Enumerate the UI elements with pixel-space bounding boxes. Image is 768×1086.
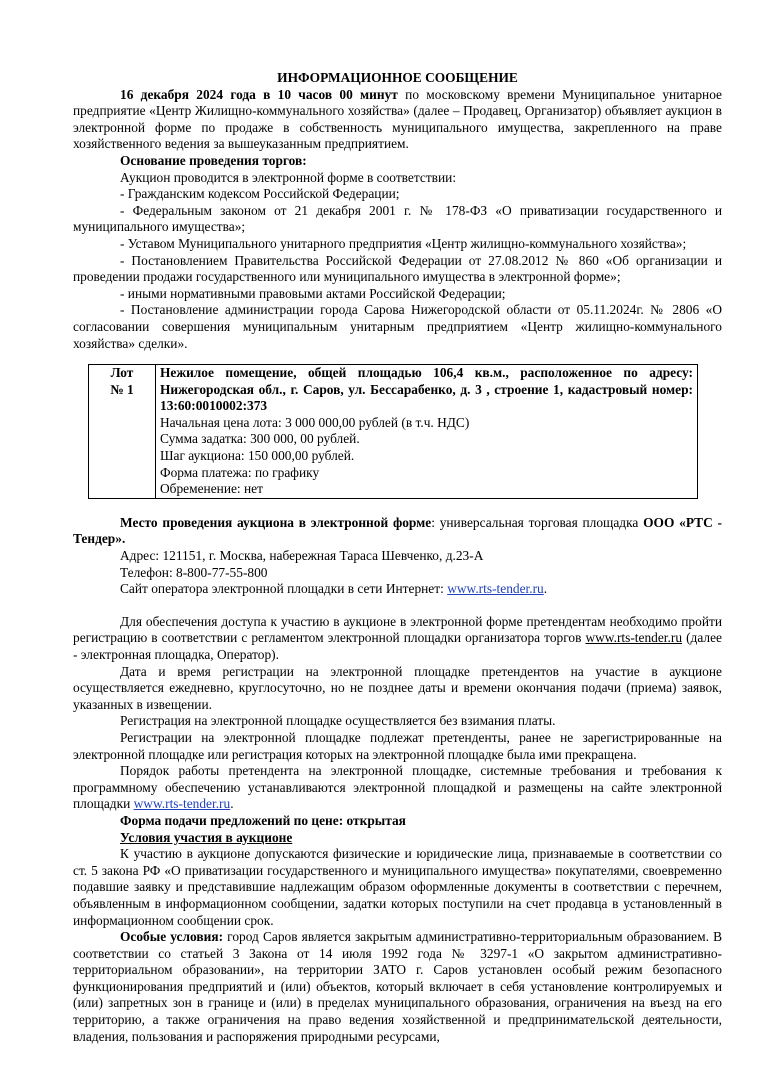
intro-text: по московскому времени Муниципальное унитарное предприятие «Центр Жилищно-коммунального хозяйства» (далее – Продавец, Организатор) объявляет аукцион в электронной форме по продаже в собственность муниципального имущества, закрепленного на праве хозяйственного ведения за вышеуказанным предприятием. (73, 86, 722, 152)
auction-date: 16 декабря 2024 года в 10 часов 00 минут (120, 86, 398, 102)
venue-name: ООО «РТС - Тендер». (73, 514, 723, 547)
basis-item: - Постановление администрации города Сарова Нижегородской области от 05.11.2024г. № 2806 «О согласовании совершения муниципальным унитарным предприятием «Центр жилищно-коммунального хозяйства» сделки». (73, 302, 722, 351)
conditions-paragraph: К участию в аукционе допускаются физические и юридические лица, признаваемые в соответствии со ст. 5 закона РФ «О приватизации государственного и муниципального имущества» покупателями, своевременно подавшие заявку и представившие надлежащим образом оформленные документы в соответствии с перечнем, объявленным в информационном сообщении, задатки которых поступили на счет продавца в установленный в информационном сообщении срок. (73, 846, 722, 928)
lot-deposit: Сумма задатка: 300 000, 00 рублей. (160, 431, 360, 447)
venue-site-label: Сайт оператора электронной площадки в сети Интернет: (120, 581, 448, 597)
registration-text-5-end: . (230, 796, 234, 812)
lot-number-label: Лот (110, 365, 134, 381)
lot-payment-form: Форма платежа: по графику (160, 464, 320, 480)
form-of-bids: Форма подачи предложений по цене: открытая (120, 812, 406, 828)
registration-paragraph-3: Регистрация на электронной площадке осуществляется без взимания платы. (120, 713, 556, 729)
registration-link-5[interactable]: www.rts-tender.ru (133, 796, 231, 812)
basis-item: - Гражданским кодексом Российской Федерации; (120, 186, 400, 202)
lot-encumbrance: Обременение: нет (160, 481, 263, 497)
basis-item: - Федеральным законом от 21 декабря 2001 г. № 178-ФЗ «О приватизации государственного и муниципального имущества»; (73, 202, 722, 235)
venue-site-link[interactable]: www.rts-tender.ru (447, 581, 544, 597)
registration-paragraph-5 (73, 763, 722, 813)
lot-number-value: № 1 (110, 381, 134, 397)
special-conditions-text: город Саров является закрытым административно-территориальным образованием. В соответствии со статьей 3 Закона от 14 июля 1992 года № 3297-1 «О закрытом административно-территориальном образовании», на территории ЗАТО г. Саров установлен особый режим безопасного функционирования предприятий и (или) объектов, который включает в себя установление контролируемых и (или) запретных зон в границе и (или) в пределах муниципального образования, ограничения на въезд на его территорию, а также ограничения на право ведения хозяйственной и предпринимательской деятельности, владения, пользования и распоряжения природными ресурсами, (73, 929, 722, 1044)
conditions-heading: Условия участия в аукционе (120, 829, 293, 845)
registration-paragraph-2: Дата и время регистрации на электронной площадке претендентов на участие в аукционе осуществляется ежедневно, круглосуточно, но не позднее даты и времени окончания подачи (приема) заявок, указанных в извещении. (73, 663, 722, 712)
lot-step: Шаг аукциона: 150 000,00 рублей. (160, 448, 355, 464)
intro-paragraph (73, 87, 722, 153)
registration-text-5: Порядок работы претендента на электронной площадке, системные требования и требования к программному обеспечению устанавливаются электронной площадкой и размещены на сайте электронной площадки (73, 763, 722, 812)
venue-address: Адрес: 121151, г. Москва, набережная Тараса Шевченко, д.23-А (120, 548, 484, 564)
basis-lead: Аукцион проводится в электронной форме в соответствии: (120, 169, 457, 185)
special-conditions-paragraph (73, 929, 722, 1045)
basis-item: - Постановлением Правительства Российской Федерации от 27.08.2012 № 860 «Об организации и проведении продажи государственного или муниципального имущества в электронной форме»; (73, 252, 722, 285)
registration-text-1: Для обеспечения доступа к участию в аукционе в электронной форме претендентам необходимо пройти регистрацию в соответствии с регламентом электронной площадки организатора торгов (73, 613, 722, 646)
special-conditions-label: Особые условия: (120, 929, 224, 945)
lot-number-cell (89, 365, 156, 499)
venue-text: : универсальная торговая площадка (431, 514, 644, 530)
registration-paragraph-1 (73, 614, 722, 664)
lot-description: Нежилое помещение, общей площадью 106,4 кв.м., расположенное по адресу: Нижегородская обл., г. Саров, ул. Бессарабенко, д. 3 , строение 1, кадастровый номер: 13:60:0010002:373 (160, 365, 693, 414)
venue-label: Место проведения аукциона в электронной форме (120, 514, 432, 530)
basis-heading: Основание проведения торгов: (120, 152, 307, 168)
basis-item: - Уставом Муниципального унитарного предприятия «Центр жилищно-коммунального хозяйства»; (120, 235, 687, 251)
lot-table (88, 364, 698, 499)
venue-phone: Телефон: 8-800-77-55-800 (120, 564, 268, 580)
registration-link-1[interactable]: www.rts-tender.ru (585, 630, 683, 646)
venue-site (73, 581, 722, 598)
registration-paragraph-4: Регистрации на электронной площадке подлежат претенденты, ранее не зарегистрированные на электронной площадке или регистрация которых на электронной площадке была ими прекращена. (73, 729, 722, 762)
venue-site-end: . (543, 581, 548, 597)
venue-paragraph (73, 515, 722, 548)
registration-text-1-end: (далее - электронная площадка, Оператор). (73, 630, 722, 662)
lot-start-price: Начальная цена лота: 3 000 000,00 рублей (в т.ч. НДС) (160, 414, 470, 430)
lot-details-cell (156, 365, 698, 499)
basis-item: - иными нормативными правовыми актами Российской Федерации; (120, 285, 506, 301)
document-title: ИНФОРМАЦИОННОЕ СООБЩЕНИЕ (277, 70, 518, 85)
